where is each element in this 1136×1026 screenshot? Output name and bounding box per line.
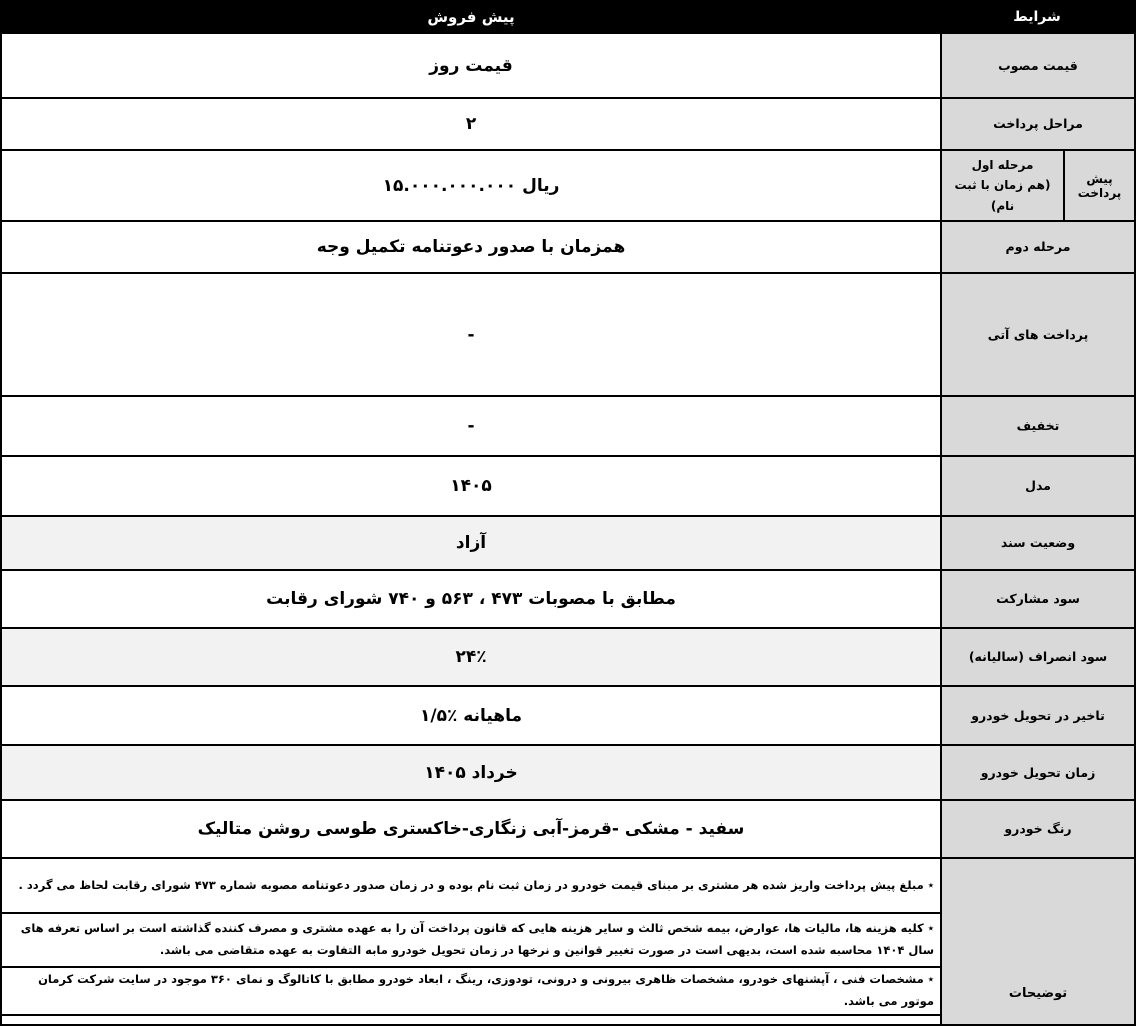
row-value-future-payments: -: [467, 324, 475, 345]
stage-one-title: مرحله اول: [971, 157, 1034, 172]
table-row: [2, 799, 1134, 857]
stage-one-subtitle: (هم زمان با ثبت نام): [954, 178, 1051, 213]
row-value-approved-price: قیمت روز: [429, 55, 513, 76]
row-value-discount: -: [467, 416, 475, 436]
row-value-car-colors: سفید - مشکی -قرمز-آبی زنگاری-خاکستری طوسی روشن متالیک: [197, 819, 745, 839]
row-value-payment-stages: ۲: [465, 114, 477, 134]
table-row: [2, 685, 1134, 744]
note-item: [2, 966, 940, 1014]
notes-list: [2, 859, 940, 1026]
row-label-prepayment-group: [940, 151, 1134, 220]
note-item: [2, 859, 940, 912]
row-label-delivery-time: زمان تحویل خودرو: [940, 746, 1134, 799]
table-row: [2, 395, 1134, 455]
row-label-cancellation-interest: سود انصراف (سالیانه): [940, 629, 1134, 685]
row-label-document-status: وضعیت سند: [940, 517, 1134, 569]
table-row: [2, 272, 1134, 395]
notes-section: [2, 857, 1134, 1026]
note-item: [2, 912, 940, 966]
table-row: [2, 220, 1134, 272]
row-value-cancellation-interest: ۲۴٪: [2, 629, 940, 685]
row-label-model-year: مدل: [940, 457, 1134, 515]
table-row: [2, 97, 1134, 149]
row-label-approved-price: قیمت مصوب: [940, 34, 1134, 97]
row-value-delivery-time: خرداد ۱۴۰۵: [2, 746, 940, 799]
table-row: [2, 569, 1134, 627]
row-label-delivery-delay-penalty: تاخیر در تحویل خودرو: [940, 687, 1134, 744]
row-label-payment-stages: مراحل پرداخت: [940, 99, 1134, 149]
stage-one-label: [942, 151, 1063, 220]
notes-label: توضیحات: [940, 859, 1134, 1026]
table-row: [2, 627, 1134, 685]
table-row: [2, 744, 1134, 799]
table-row: [2, 32, 1134, 97]
row-value-stage-two: همزمان با صدور دعوتنامه تکمیل وجه: [316, 237, 626, 257]
note-text: ٭ مشخصات فنی ، آپشنهای خودرو، مشخصات ظاهری بیرونی و درونی، تودوزی، رینگ ، ابعاد خودرو مطابق با کاتالوگ و نمای ۳۶۰ موجود در سایت شرکت کرمان موتور می باشد.: [38, 972, 934, 1008]
table-row: [2, 455, 1134, 515]
row-value-participation-interest: مطابق با مصوبات ۴۷۳ ، ۵۶۳ و ۷۴۰ شورای رقابت: [266, 589, 676, 609]
prepayment-group-label: پیش پرداخت: [1063, 151, 1134, 220]
note-item-cutoff: [2, 1014, 940, 1026]
row-value-delivery-delay-penalty: ۱/۵٪ ماهیانه: [420, 705, 522, 726]
row-label-stage-two: مرحله دوم: [940, 222, 1134, 272]
row-value-prepayment-amount: ۱۵.۰۰۰.۰۰۰.۰۰۰ ریال: [382, 175, 560, 196]
conditions-column-header: شرایط: [1013, 9, 1061, 25]
table-row: [2, 149, 1134, 220]
row-label-car-colors: رنگ خودرو: [940, 801, 1134, 857]
row-value-document-status: آزاد: [2, 517, 940, 569]
row-value-model-year: ۱۴۰۵: [450, 476, 492, 496]
note-text: ٭ مبلغ پیش پرداخت واریز شده هر مشتری بر مبنای قیمت خودرو در زمان ثبت نام بوده و در زمان صدور دعوتنامه مصوبه شماره ۴۷۳ شورای رقابت لحاظ می گردد .: [18, 877, 934, 892]
presale-column-header: پیش فروش: [427, 8, 515, 26]
row-label-discount: تخفیف: [940, 397, 1134, 455]
row-label-participation-interest: سود مشارکت: [940, 571, 1134, 627]
table-header-band: [2, 2, 1134, 32]
table-row: [2, 515, 1134, 569]
row-label-future-payments: پرداخت های آتی: [940, 274, 1134, 395]
note-text: ٭ کلیه هزینه ها، مالیات ها، عوارض، بیمه شخص ثالث و سایر هزینه هایی که قانون پرداخت آن را به عهده مشتری و مصرف کننده گذاشته است بر اساس تعرفه های سال ۱۴۰۴ محاسبه شده است، بدیهی است در صورت تغییر قوانین و نرخها در زمان تحویل خودرو مابه التفاوت به عهده متقاضی می باشد.: [20, 921, 934, 957]
